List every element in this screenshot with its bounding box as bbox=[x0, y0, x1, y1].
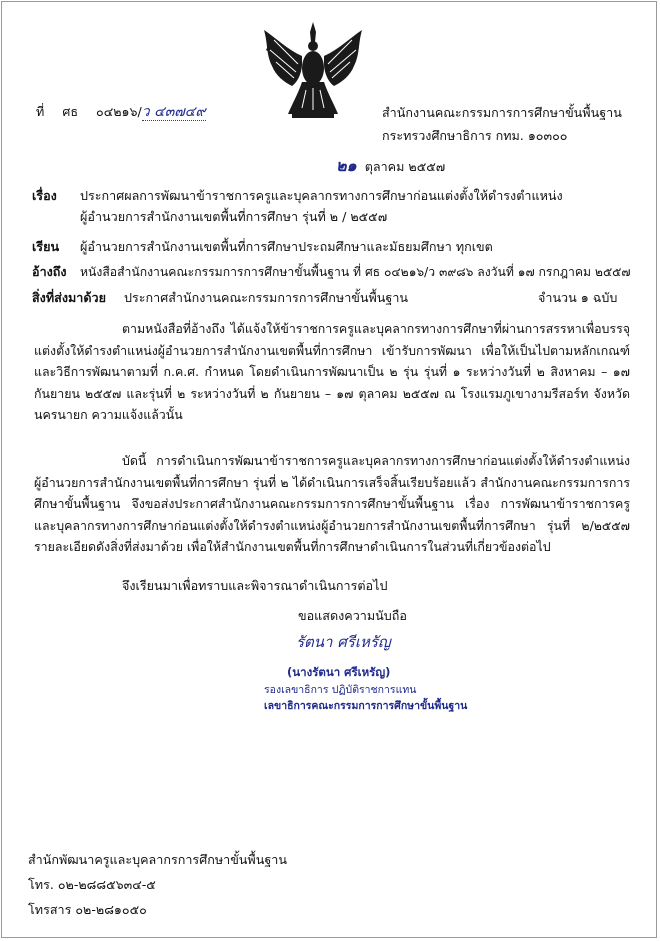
sender-office: สำนักงานคณะกรรมการการศึกษาขั้นพื้นฐาน bbox=[382, 105, 622, 120]
signer-position-2: เลขาธิการคณะกรรมการการศึกษาขั้นพื้นฐาน bbox=[264, 700, 468, 712]
subject-line2: ผู้อำนวยการสำนักงานเขตพื้นที่การศึกษา รุ่นที่ ๒ / ๒๕๕๗ bbox=[80, 209, 388, 224]
body-paragraph-1 bbox=[34, 318, 630, 426]
signer-name: (นางรัตนา ศรีเหรัญ) bbox=[287, 665, 391, 679]
enclosure-text: ประกาศสำนักงานคณะกรรมการการศึกษาขั้นพื้นฐาน bbox=[124, 290, 409, 305]
enclosure-count: จำนวน ๑ ฉบับ bbox=[538, 290, 618, 305]
date-day-handwritten: ๒๑ bbox=[336, 156, 357, 175]
date-month-year: ตุลาคม ๒๕๕๗ bbox=[364, 159, 446, 174]
body-paragraph-1-text: ตามหนังสือที่อ้างถึง ได้แจ้งให้ข้าราชการครูและบุคลากรทางการศึกษาที่ผ่านการสรรหาเพื่อบรรจุแต่งตั้งให้ดำรงตำแหน่งผู้อำนวยการสำนักงานเขตพื้นที่การศึกษา เข้ารับการพัฒนา เพื่อให้เป็นไปตามหลักเกณฑ์และวิธีการพัฒนาตามที่ ก.ค.ศ. กำหนด โดยดำเนินการพัฒนาเป็น ๒ รุ่น รุ่นที่ ๑ ระหว่างวันที่ ๒ สิงหาคม – ๑๗ กันยายน ๒๕๕๗ และรุ่นที่ ๒ ระหว่างวันที่ ๒ กันยายน – ๑๗ ตุลาคม ๒๕๕๗ ณ โรงแรมภูเขางามรีสอร์ท จังหวัดนครนายก ความแจ้งแล้วนั้น bbox=[34, 321, 630, 422]
body-paragraph-2-text: บัดนี้ การดำเนินการพัฒนาข้าราชการครูและบุคลากรทางการศึกษาก่อนแต่งตั้งให้ดำรงตำแหน่งผู้อำนวยการสำนักงานเขตพื้นที่การศึกษา รุ่นที่ ๒ ได้ดำเนินการเสร็จสิ้นเรียบร้อยแล้ว สำนักงานคณะกรรมการการศึกษาขั้นพื้นฐาน จึงขอส่งประกาศสำนักงานคณะกรรมการการศึกษาขั้นพื้นฐาน เรื่อง การพัฒนาข้าราชการครูและบุคลากรทางการศึกษาก่อนแต่งตั้งให้ดำรงตำแหน่งผู้อำนวยการสำนักงานเขตพื้นที่การศึกษา รุ่นที่ ๒/๒๕๕๗ รายละเอียดดังสิ่งที่ส่งมาด้วย เพื่อให้สำนักงานเขตพื้นที่การศึกษาดำเนินการในส่วนที่เกี่ยวข้องต่อไป bbox=[34, 453, 630, 554]
signer-position-1: รองเลขาธิการ ปฏิบัติราชการแทน bbox=[264, 684, 417, 696]
subject-label: เรื่อง bbox=[32, 188, 57, 203]
footer-unit: สำนักพัฒนาครูและบุคลากรการศึกษาขั้นพื้นฐาน bbox=[28, 852, 287, 867]
footer-fax: โทรสาร ๐๒-๒๘๑๐๕๐ bbox=[28, 902, 147, 917]
reference-text: หนังสือสำนักงานคณะกรรมการการศึกษาขั้นพื้นฐาน ที่ ศธ ๐๔๒๑๖/ว ๓๙๘๖ ลงวันที่ ๑๗ กรกฎาคม ๒๕๕๗ bbox=[80, 265, 631, 279]
garuda-emblem-icon bbox=[258, 20, 368, 120]
salutation: ขอแสดงความนับถือ bbox=[298, 608, 407, 623]
handwritten-signature: รัตนา ศรีเหรัญ bbox=[296, 633, 391, 651]
sender-address: กระทรวงศึกษาธิการ กทม. ๑๐๓๐๐ bbox=[382, 128, 568, 143]
ref-code-prefix: ศธ bbox=[62, 104, 79, 119]
enclosure-label: สิ่งที่ส่งมาด้วย bbox=[32, 290, 106, 305]
ref-label: ที่ bbox=[36, 104, 45, 119]
ref-handwritten-number: ว ๔๓๗๔๙ bbox=[141, 104, 206, 120]
footer-phone: โทร. ๐๒-๒๘๘๕๖๓๔-๕ bbox=[28, 877, 156, 892]
ref-code-number: ๐๔๒๑๖/ bbox=[96, 104, 142, 119]
to-text: ผู้อำนวยการสำนักงานเขตพื้นที่การศึกษาประถมศึกษาและมัธยมศึกษา ทุกเขต bbox=[80, 239, 493, 254]
subject-line1: ประกาศผลการพัฒนาข้าราชการครูและบุคลากรทางการศึกษาก่อนแต่งตั้งให้ดำรงตำแหน่ง bbox=[80, 188, 563, 203]
closing-sentence: จึงเรียนมาเพื่อทราบและพิจารณาดำเนินการต่อไป bbox=[122, 578, 388, 593]
body-paragraph-2 bbox=[34, 450, 630, 558]
reference-label: อ้างถึง bbox=[32, 264, 67, 279]
to-label: เรียน bbox=[32, 239, 60, 254]
